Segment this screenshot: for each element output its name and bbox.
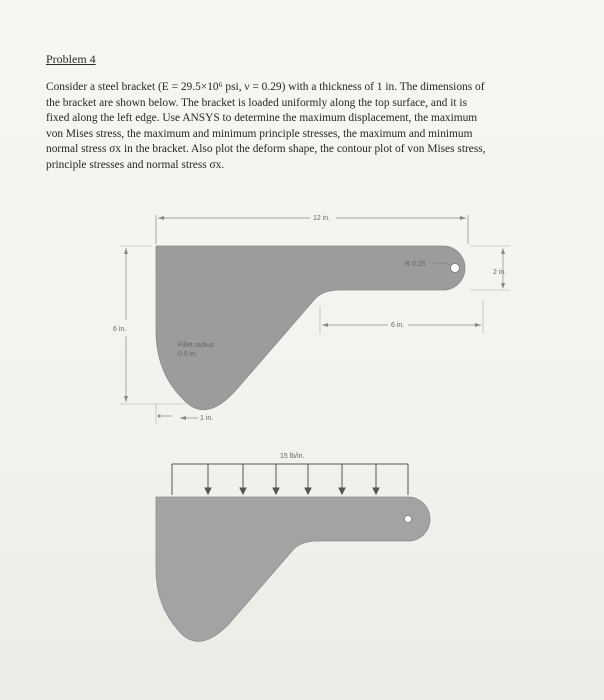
- load-label: 15 lb/in.: [280, 453, 305, 460]
- statement-line-2: the bracket are shown below. The bracket is loaded uniformly along the top surface, and it is: [46, 96, 468, 109]
- bracket-figure-loaded: [156, 453, 430, 641]
- dim-arm-length-label: 6 in.: [391, 322, 405, 329]
- fillet-label-line2: 0.5 in.: [178, 351, 198, 358]
- bracket-hole: [451, 264, 460, 273]
- hole-radius-label: R 0.25: [405, 261, 426, 268]
- bracket-figure-dimensioned: [113, 215, 510, 424]
- statement-line-1: Consider a steel bracket (E = 29.5×10⁶ psi, ν = 0.29) with a thickness of 1 in. The dimensions of: [46, 81, 485, 93]
- dim-height-label: 6 in.: [113, 326, 127, 333]
- bracket-hole-loaded: [405, 516, 412, 523]
- statement-line-4: von Mises stress, the maximum and minimum principle stresses, the maximum and minimum: [46, 127, 473, 140]
- bracket-shape-loaded: [156, 497, 430, 641]
- statement-line-6: principle stresses and normal stress σx.: [46, 158, 225, 171]
- load-arrows: [205, 464, 379, 494]
- problem-heading: Problem 4: [46, 52, 96, 66]
- statement-line-5: normal stress σx in the bracket. Also plot the deform shape, the contour plot of von Mises stress,: [46, 143, 486, 155]
- bracket-shape: [156, 246, 465, 410]
- statement-line-3: fixed along the left edge. Use ANSYS to determine the maximum displacement, the maximum: [46, 112, 478, 124]
- fillet-label-line1: Fillet radius: [178, 342, 214, 349]
- dim-right-height-label: 2 in.: [493, 269, 507, 276]
- dim-width-label: 12 in.: [313, 215, 331, 222]
- dim-bottom-label: 1 in.: [200, 415, 214, 422]
